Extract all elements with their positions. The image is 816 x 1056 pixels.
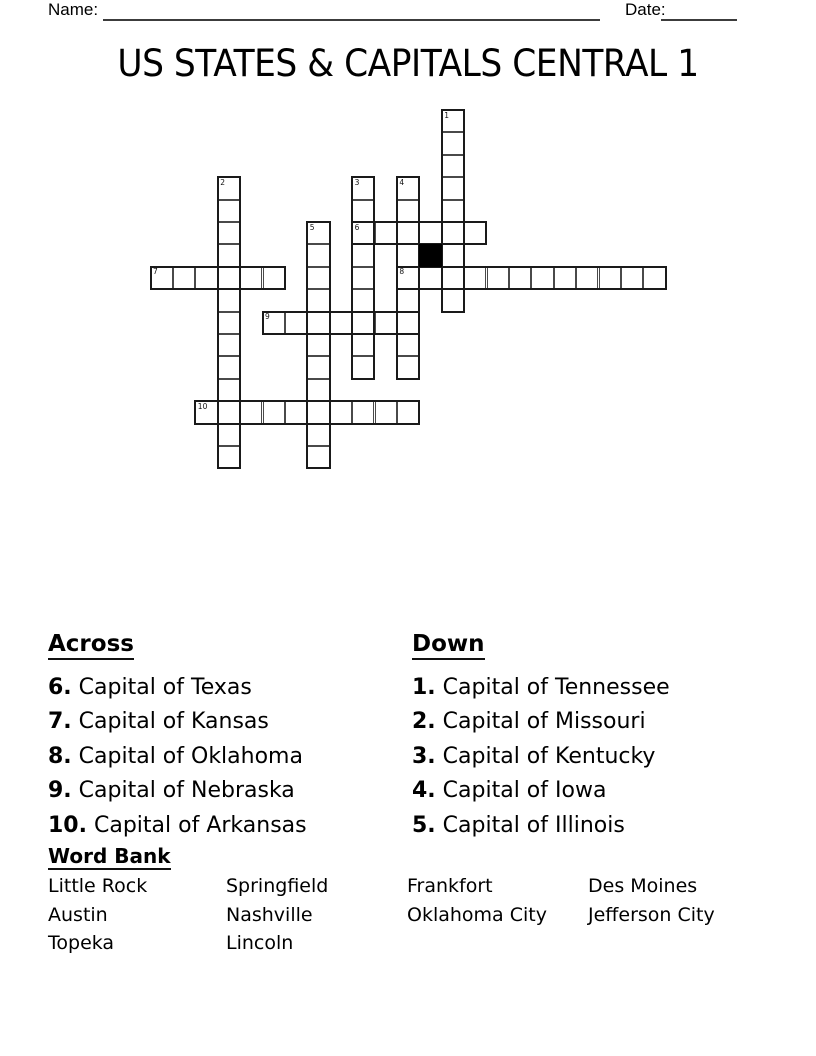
grid-cell [307,424,329,446]
grid-cell [352,334,374,356]
grid-cell [285,401,307,423]
word-bank-word: Springfield [226,875,329,897]
word-bank-word: Nashville [226,903,313,926]
clue-number: 6. [48,675,72,700]
clue-across-6 [48,671,408,705]
grid-cell [218,200,240,222]
clue-number: 7. [48,709,72,735]
grid-cell [419,267,441,289]
grid-cell [419,222,441,244]
clue-across-7 [48,705,408,739]
clue-text: Capital of Arkansas [93,812,307,838]
word-bank-column [226,872,407,958]
grid-cell [173,267,195,289]
grid-cell [307,222,329,244]
grid-cell [307,446,329,468]
clue-down-5 [412,809,772,843]
clue-text: Capital of Oklahoma [78,743,303,769]
grid-cell [352,312,374,334]
grid-cell [218,334,240,356]
clue-across-10 [48,809,408,843]
grid-cell [442,200,464,222]
down-clues-section [412,631,772,843]
grid-cell [643,267,665,289]
word-bank-word: Austin [48,903,108,926]
grid-cell [397,267,419,289]
cell-number: 4 [399,177,405,187]
cell-number: 7 [153,267,158,277]
cell-number: 10 [197,401,208,411]
grid-cell [307,312,329,334]
grid-cell [442,244,464,266]
grid-cell [442,267,464,289]
grid-cell [554,267,576,289]
grid-cell [218,312,240,334]
down-clue-list [412,671,772,843]
grid-cell [509,267,531,289]
down-heading: Down [412,631,485,660]
clue-across-9 [48,774,408,808]
name-label: Name: [48,0,99,19]
grid-black-cell [419,244,441,266]
grid-cell [397,356,419,378]
grid-cell [487,267,509,289]
word-bank-word: Topeka [48,932,115,955]
word-bank-column [588,872,715,958]
grid-cell [352,401,374,423]
grid-cell [352,222,374,244]
grid-cell [442,289,464,311]
grid-cell [375,312,397,334]
clue-down-2 [412,705,772,739]
clue-text: Capital of Nebraska [78,778,295,804]
grid-cell [442,110,464,132]
grid-cell [218,222,240,244]
grid-cell [218,244,240,266]
grid-cell [263,312,285,334]
grid-cell [621,267,643,289]
across-heading: Across [48,631,134,660]
cell-number: 5 [309,222,315,232]
clue-text: Capital of Tennessee [442,675,670,700]
grid-cell [442,132,464,154]
word-bank-heading: Word Bank [48,844,171,868]
grid-cell [576,267,598,289]
grid-cell [397,177,419,199]
grid-cell [151,267,173,289]
cell-number: 3 [354,177,360,187]
cell-number: 2 [220,177,225,187]
grid-cell [330,401,352,423]
grid-cell [531,267,553,289]
grid-cell [352,356,374,378]
grid-cell [375,401,397,423]
grid-cell [352,267,374,289]
grid-cell [464,267,486,289]
grid-cell [397,244,419,266]
grid-cell [397,401,419,423]
grid-cell [307,401,329,423]
clue-down-1 [412,671,772,705]
across-clues-section [48,631,408,843]
word-bank [48,872,715,958]
clue-number: 2. [412,709,436,735]
cell-number: 9 [265,312,270,322]
grid-cell [352,177,374,199]
grid-cell [330,312,352,334]
grid-cell [352,289,374,311]
grid-cell [218,356,240,378]
grid-cell [307,379,329,401]
grid-cell [375,222,397,244]
clue-number: 3. [412,743,436,769]
grid-cell [464,222,486,244]
clue-text: Capital of Texas [78,675,252,700]
clue-number: 5. [412,812,436,838]
clue-number: 10. [48,812,87,838]
word-bank-word: Frankfort [407,875,493,897]
clue-text: Capital of Kansas [78,709,269,735]
grid-cell [307,334,329,356]
grid-cell [218,267,240,289]
grid-cell [397,334,419,356]
date-label: Date: [625,0,666,19]
grid-cell [397,222,419,244]
clue-down-4 [412,774,772,808]
cell-number: 8 [399,267,405,277]
grid-cell [442,222,464,244]
clue-number: 8. [48,743,72,769]
cell-number: 1 [444,110,449,120]
word-bank-word: Oklahoma City [407,903,547,926]
grid-cell [240,401,262,423]
clue-across-8 [48,740,408,774]
word-bank-word: Little Rock [48,875,148,897]
grid-cell [442,177,464,199]
clue-text: Capital of Iowa [442,778,607,804]
clue-text: Capital of Missouri [442,709,646,735]
grid-cell [240,267,262,289]
clue-text: Capital of Illinois [442,812,625,838]
across-clue-list [48,671,408,843]
clue-number: 1. [412,675,436,700]
cell-number: 6 [354,222,360,232]
grid-cell [218,401,240,423]
grid-cell [195,267,217,289]
grid-cell [397,312,419,334]
grid-cell [352,200,374,222]
grid-cell [307,244,329,266]
grid-cell [285,312,307,334]
clue-number: 4. [412,778,436,804]
grid-cell [263,401,285,423]
word-bank-word: Lincoln [226,932,294,955]
clue-down-3 [412,740,772,774]
word-bank-word: Des Moines [588,875,698,897]
grid-cell [307,289,329,311]
grid-cell [442,155,464,177]
clue-text: Capital of Kentucky [442,743,656,769]
grid-cell [263,267,285,289]
grid-cell [218,379,240,401]
grid-cell [397,200,419,222]
grid-cell [218,289,240,311]
grid-cell [352,244,374,266]
grid-cell [218,177,240,199]
grid-cell [599,267,621,289]
grid-cell [218,424,240,446]
word-bank-word: Jefferson City [588,903,715,926]
word-bank-column [48,872,226,958]
grid-cell [397,289,419,311]
grid-cell [307,356,329,378]
page-title: US STATES & CAPITALS CENTRAL 1 [117,42,699,85]
word-bank-column [407,872,588,958]
clue-number: 9. [48,778,72,804]
grid-cell [195,401,217,423]
grid-cell [307,267,329,289]
grid-cell [218,446,240,468]
